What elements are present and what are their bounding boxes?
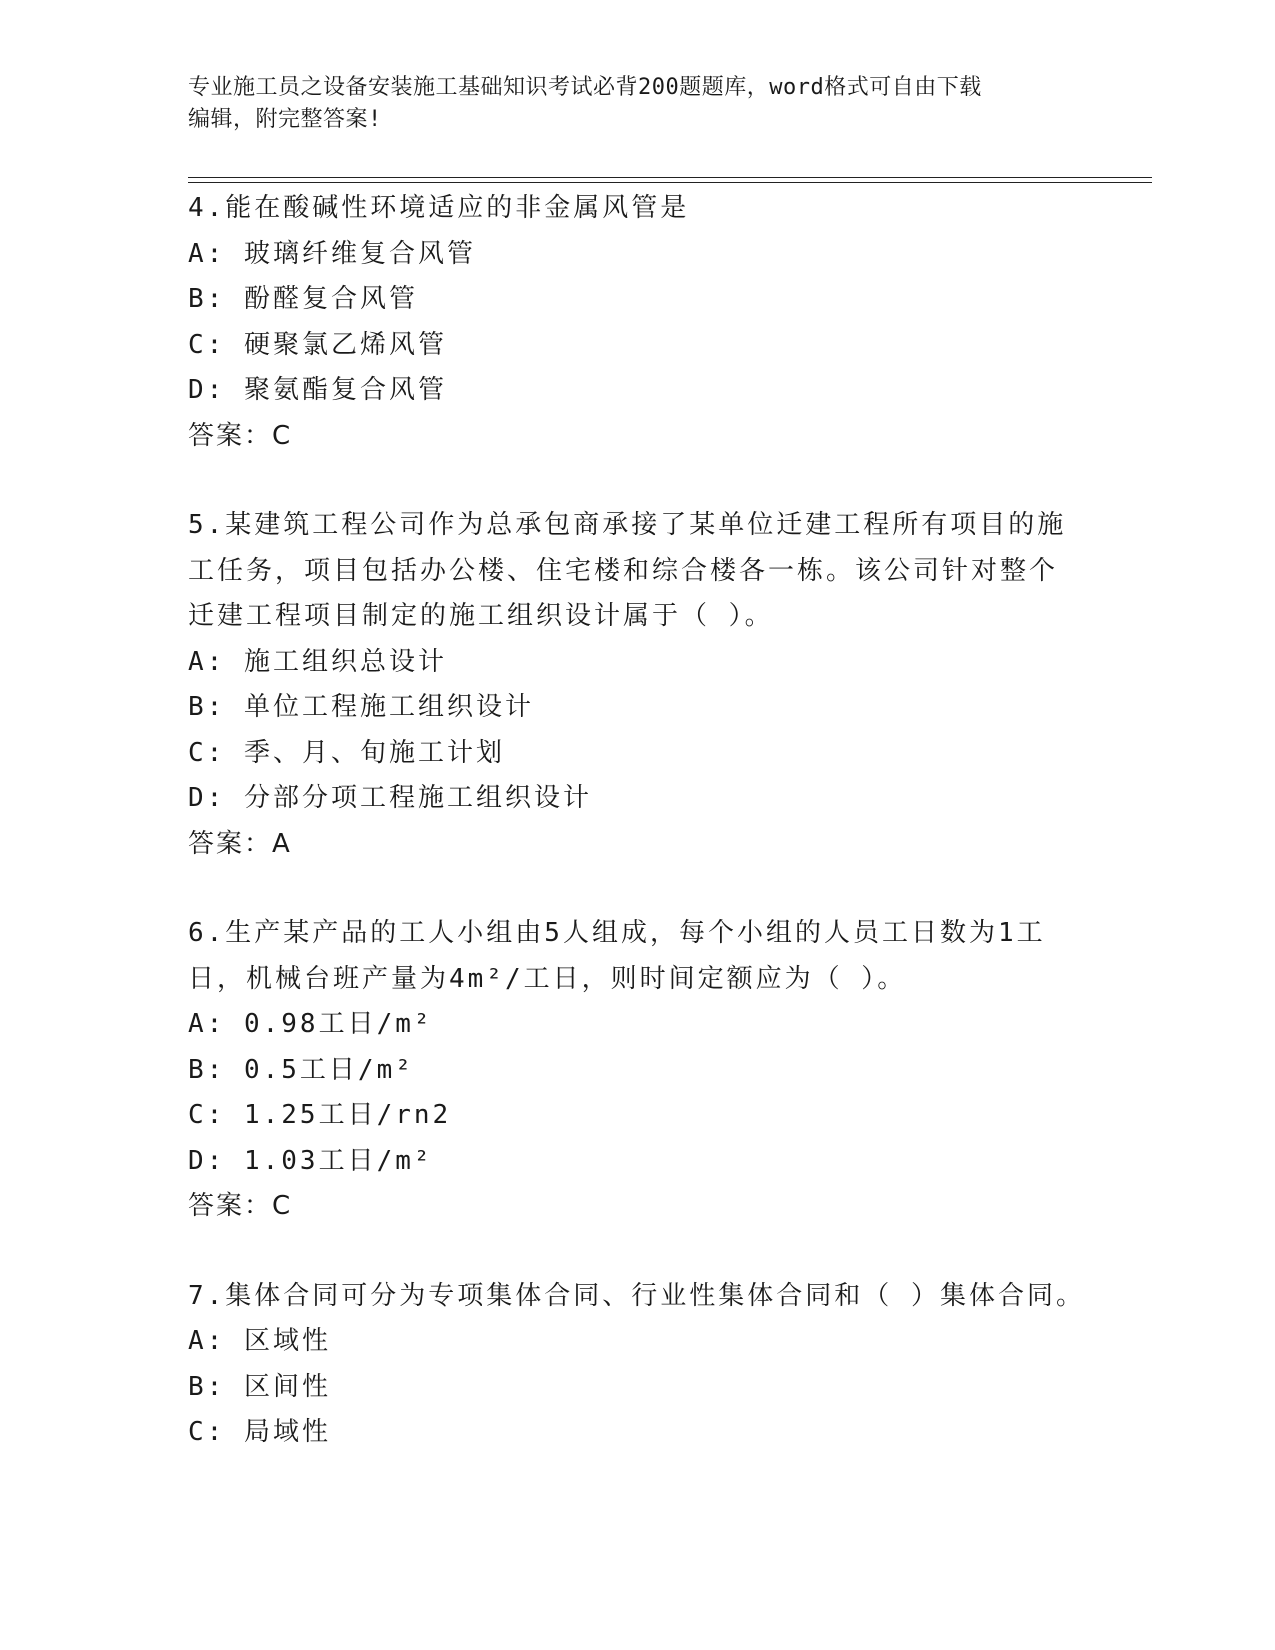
stem-line: 4.能在酸碱性环境适应的非金属风管是 [188,193,690,223]
header-line-2: 编辑，附完整答案! [188,107,382,132]
option-a: A: 区域性 [188,1326,331,1356]
option-a: A: 玻璃纤维复合风管 [188,238,476,269]
question-5 [188,503,1088,867]
option-d: D: 聚氨酯复合风管 [188,375,447,405]
option-b: B: 酚醛复合风管 [188,284,418,314]
option-c: C: 硬聚氯乙烯风管 [188,329,447,360]
header-divider-bottom [188,182,1152,183]
question-stem [188,186,1088,232]
answer-line: 答案：A [188,828,292,859]
stem-line: 日，机械台班产量为4m²/工日，则时间定额应为（ ）。 [188,963,907,994]
header-divider-top [188,177,1152,178]
option-c: C: 季、月、旬施工计划 [188,737,505,768]
stem-line: 7.集体合同可分为专项集体合同、行业性集体合同和（ ）集体合同。 [188,1280,1085,1311]
option-b: B: 0.5工日/m² [188,1054,414,1085]
option-c: C: 1.25工日/rn2 [188,1100,452,1130]
stem-line: 迁建工程项目制定的施工组织设计属于（ ）。 [188,601,774,631]
stem-line: 6.生产某产品的工人小组由5人组成，每个小组的人员工日数为1工 [188,918,1046,948]
stem-line: 工任务，项目包括办公楼、住宅楼和综合楼各一栋。该公司针对整个 [188,555,1059,586]
option-c: C: 局域性 [188,1417,331,1447]
option-a: A: 施工组织总设计 [188,646,447,677]
answer-line: 答案：C [188,1191,293,1221]
question-6 [188,911,1088,1230]
option-d: D: 1.03工日/m² [188,1145,433,1176]
document-header [188,72,1068,136]
option-b: B: 单位工程施工组织设计 [188,692,534,722]
answer-line: 答案：C [188,420,293,451]
option-b: B: 区间性 [188,1371,331,1402]
option-d: D: 分部分项工程施工组织设计 [188,783,592,813]
stem-line: 5.某建筑工程公司作为总承包商承接了某单位迁建工程所有项目的施 [188,510,1067,540]
header-line-1: 专业施工员之设备安装施工基础知识考试必背200题题库，word格式可自由下载 [188,75,982,100]
option-a: A: 0.98工日/m² [188,1009,433,1039]
question-stem [188,1274,1088,1320]
question-7 [188,1274,1088,1456]
question-list [188,186,1088,1500]
question-stem [188,503,1088,640]
question-stem [188,911,1088,1002]
question-4 [188,186,1088,459]
